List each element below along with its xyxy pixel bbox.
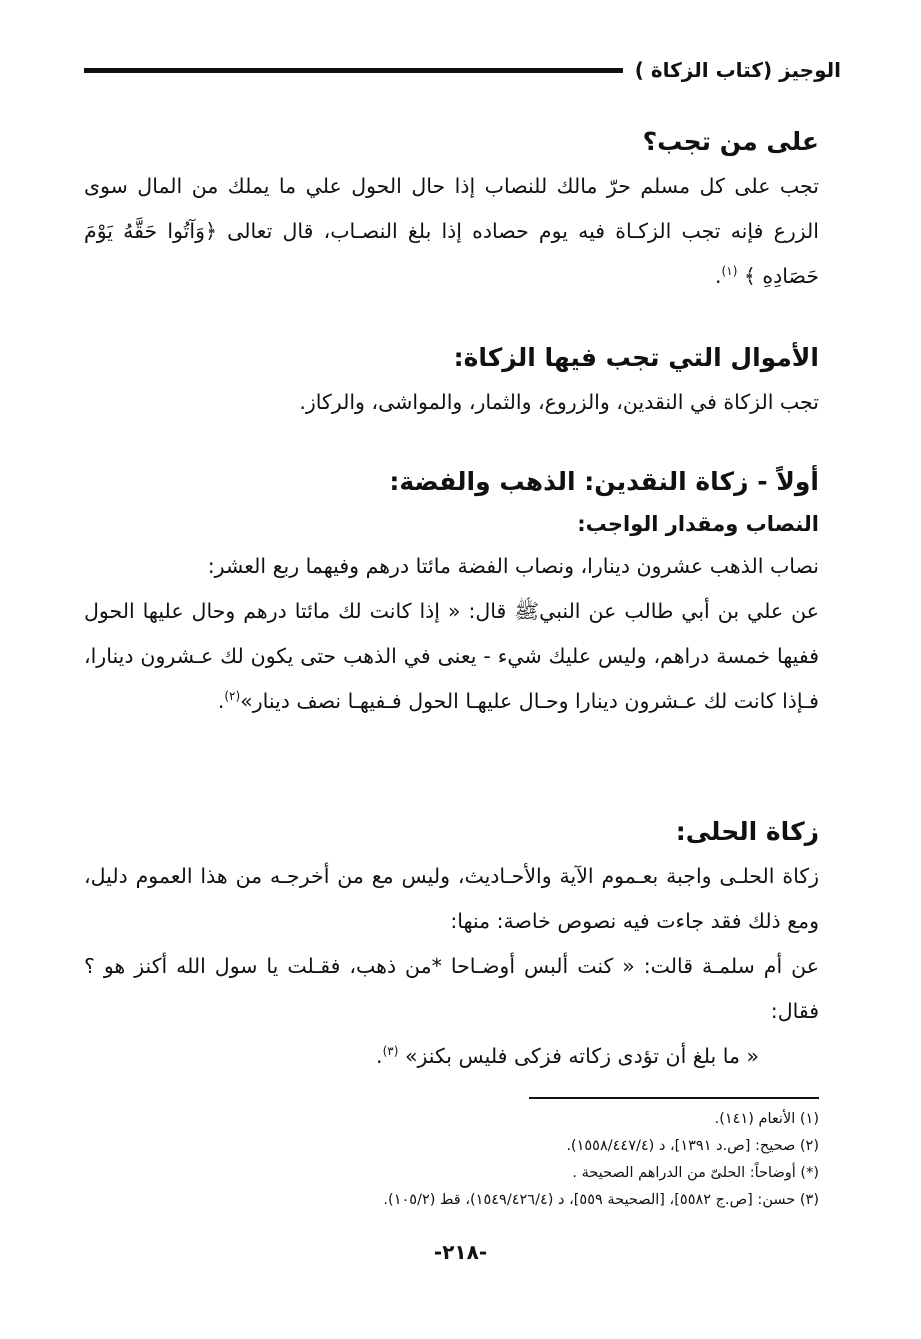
paragraph: عن أم سلمـة قالت: « كنت ألبس أوضـاحا *من ذهب، فقـلت يا سول الله أكنز هو ؟ فقال: [84, 954, 819, 1023]
footnote: (٣) حسن: [ص.ج ٥٥٨٢]، [الصحيحة ٥٥٩]، د (١٥٤٩/٤٢٦/٤)، قط (١٠٥/٢). [383, 1192, 819, 1208]
section-heading: أولاً - زكاة النقدين: الذهب والفضة: [389, 467, 819, 496]
paragraph [84, 589, 819, 724]
section-gold-silver [84, 460, 819, 724]
paragraph-text: عن علي بن أبي طالب عن النبيﷺ قال: « إذا كانت لك مائتا درهم وحال عليها الحول ففيها خمسة دراهم، وليس عليك شيء - يعنى في الذهب حتى يكون لك عـشرون دينارا، فـإذا كانت لك عـشرون دينارا وحـال عليهـا الحول فـفيهـا نصف دينار» [84, 599, 819, 713]
period: . [715, 264, 722, 288]
footnote: (*) أوضاحاً: الحلىّ من الدراهم الصحيحة . [572, 1165, 819, 1181]
footnote-rule [529, 1097, 819, 1099]
section-heading: الأموال التي تجب فيها الزكاة: [453, 343, 819, 372]
section-heading: زكاة الحلى: [675, 817, 819, 846]
section-zakat-assets [84, 336, 819, 425]
paragraph: زكاة الحلـى واجبة بعـموم الآية والأحـاديث، وليس مع من أخرجـه من هذا العموم دليل، ومع ذلك فقد جاءت فيه نصوص خاصة: منها: [84, 864, 819, 933]
paragraph: نصاب الذهب عشرون دينارا، ونصاب الفضة مائتا درهم وفيهما ربع العشر: [207, 554, 819, 578]
footnote-ref: (١) [721, 264, 738, 279]
period: . [376, 1044, 383, 1068]
footnote-ref: (٢) [224, 689, 241, 704]
page-number: -٢١٨- [433, 1240, 488, 1264]
footnote-ref: (٣) [382, 1044, 399, 1059]
footnote: (٢) صحيح: [ص.د ١٣٩١]، د (١٥٥٨/٤٤٧/٤). [566, 1138, 819, 1154]
period: . [217, 689, 225, 713]
paragraph: تجب الزكاة في النقدين، والزروع، والثمار، والمواشى، والركاز. [299, 390, 819, 414]
paragraph-text: « ما بلغ أن تؤدى زكاته فزكى فليس بكنز» [404, 1044, 759, 1068]
footnotes [84, 1106, 819, 1214]
running-header [84, 50, 841, 90]
footnote: (١) الأنعام (١٤١). [714, 1111, 819, 1127]
paragraph-text: تجب على كل مسلم حرّ مالك للنصاب إذا حال الحول علي ما يملك من المال سوى الزرع فإنه تجب الزكـاة فيه يوم حصاده إذا بلغ النصـاب، قال تعالى ﴿وَآتُوا حَقَّهُ يَوْمَ حَصَادِهِ ﴾ [84, 174, 819, 288]
section-jewelry-zakat [84, 810, 819, 1079]
section-heading: على من تجب؟ [642, 127, 819, 156]
paragraph [84, 164, 819, 299]
header-rule [84, 68, 623, 73]
section-who-must-pay [84, 120, 819, 299]
section-subheading: النصاب ومقدار الواجب: [577, 512, 819, 536]
paragraph [84, 1034, 819, 1079]
header-title: الوجيز (كتاب الزكاة ) [634, 58, 841, 82]
